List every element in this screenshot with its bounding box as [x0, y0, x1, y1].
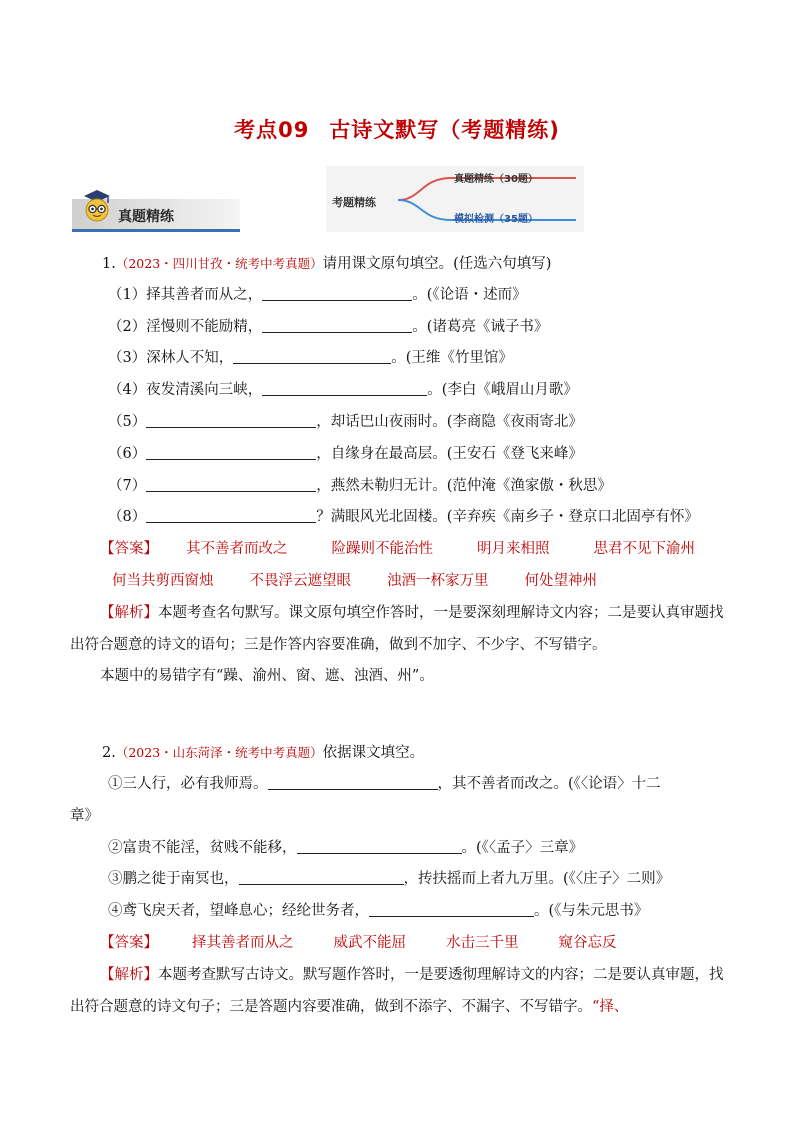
answer-item: 不畏浮云遮望眼	[249, 572, 351, 589]
answer-row	[100, 928, 732, 960]
item-after: ，却话巴山夜雨时。(李商隐《夜雨寄北》	[316, 413, 583, 430]
item-after: 。(《〈孟子〉三章》	[461, 839, 584, 856]
item-label: ④	[108, 903, 123, 920]
fill-item	[102, 343, 732, 375]
item-after: 。(王维《竹里馆》	[391, 350, 513, 367]
answer-blank[interactable]	[146, 506, 316, 523]
answer-blank[interactable]	[146, 411, 316, 428]
answer-item: 明月来相照	[477, 541, 550, 558]
item-after: ，燕然未勒归无计。(范仲淹《渔家傲・秋思》	[316, 477, 612, 494]
item-label: （6）	[108, 445, 147, 462]
answer-item: 威武不能屈	[333, 934, 406, 951]
mindmap-root: 考题精练	[332, 196, 376, 209]
mindmap-branch-moni: 模拟检测（35题）	[454, 214, 538, 225]
fill-item	[102, 502, 732, 534]
answer-blank[interactable]	[369, 900, 534, 917]
item-before: 三人行，必有我师焉。	[122, 775, 268, 792]
answer-blank[interactable]	[262, 284, 412, 301]
fill-item	[102, 833, 732, 865]
fill-item	[102, 896, 732, 928]
mindmap	[326, 166, 584, 232]
item-label: （3）	[108, 350, 147, 367]
answer-blank[interactable]	[268, 773, 438, 790]
answer-item: 窥谷忘反	[558, 934, 617, 951]
item-after: 。(《论语・述而》	[412, 286, 527, 303]
fill-item	[102, 439, 732, 471]
question-prompt: 依据课文填空。	[322, 745, 425, 762]
fill-item	[102, 864, 732, 896]
answer-item: 思君不见下渝州	[593, 541, 695, 558]
content	[70, 248, 732, 1023]
mindmap-branch-zhenti: 真题精练（30题）	[454, 174, 538, 185]
answer-label: 【答案】	[100, 541, 158, 558]
fill-item	[102, 312, 732, 344]
fill-item-wrap	[70, 801, 732, 833]
item-after: ，其不善者而改之。(《〈论语〉十二	[437, 775, 661, 792]
question-1-header	[102, 248, 732, 280]
item-before: 择其善者而从之，	[146, 286, 263, 303]
question-source: （2023・四川甘孜・统考中考真题）	[115, 256, 323, 271]
item-before: 深林人不知，	[146, 350, 234, 367]
question-source: （2023・山东菏泽・统考中考真题）	[115, 745, 323, 761]
answer-item: 择其善者而从之	[192, 934, 294, 951]
answer-row	[100, 534, 732, 566]
answer-item: 险躁则不能治性	[331, 541, 433, 558]
section-banner	[72, 190, 240, 232]
answer-item: 水击三千里	[446, 934, 519, 951]
title-name: 古诗文默写（考题精练)	[329, 118, 560, 142]
answer-item: 浊酒一杯家万里	[387, 572, 489, 589]
item-after: 。(《与朱元思书》	[534, 903, 649, 920]
page-title	[0, 114, 794, 144]
item-before: 淫慢则不能励精，	[146, 318, 263, 335]
item-after: 章》	[70, 807, 99, 824]
item-label: ①	[108, 775, 123, 792]
question-prompt: 请用课文原句填空。(任选六句填写)	[322, 256, 552, 272]
analysis-label: 【解析】	[100, 604, 158, 621]
item-after: ，自缘身在最高层。(王安石《登飞来峰》	[316, 445, 583, 462]
answer-blank[interactable]	[146, 475, 316, 492]
item-label: （2）	[108, 318, 147, 335]
banner-label: 真题精练	[118, 209, 174, 225]
answer-blank[interactable]	[146, 443, 316, 460]
item-after: ，抟扶摇而上者九万里。(《〈庄子〉二则》	[403, 871, 671, 888]
item-label: ②	[108, 839, 123, 856]
fill-item	[102, 280, 732, 312]
item-label: （4）	[108, 382, 147, 399]
fill-item	[102, 407, 732, 439]
answer-item: 何当共剪西窗烛	[112, 572, 214, 589]
answer-blank[interactable]	[233, 347, 391, 364]
question-2-header	[102, 737, 732, 769]
item-after: ？满眼风光北固楼。(辛弃疾《南乡子・登京口北固亭有怀》	[316, 509, 699, 526]
analysis-text: 本题考查名句默写。课文原句填空作答时，一是要深刻理解诗文内容；二是要认真审题找出符合题意的诗文的语句；三是作答内容要准确，做到不加字、不少字、不写错字。	[70, 604, 724, 653]
graduate-mascot-icon	[80, 188, 114, 224]
fill-item	[102, 471, 732, 503]
item-label: （7）	[108, 477, 147, 494]
item-label: （5）	[108, 413, 147, 430]
item-before: 富贵不能淫，贫贱不能移，	[122, 839, 297, 856]
item-before: 鹏之徙于南冥也，	[122, 871, 239, 888]
title-code: 考点09	[234, 118, 310, 142]
note-text: 本题中的易错字有“躁、渝州、窗、遮、浊酒、州”。	[100, 668, 434, 685]
answer-blank[interactable]	[262, 379, 427, 396]
question-number: 1.	[102, 256, 116, 272]
analysis-note	[100, 661, 732, 693]
answer-blank[interactable]	[297, 837, 462, 854]
analysis	[70, 960, 732, 1024]
analysis	[70, 598, 732, 662]
question-number: 2.	[102, 745, 116, 762]
answer-blank[interactable]	[262, 316, 412, 333]
item-label: ③	[108, 871, 123, 888]
analysis-text: 本题考查默写古诗文。默写题作答时，一是要透彻理解诗文的内容；二是要认真审题，找出符合题意的诗文句子；三是答题内容要准确，做到不添字、不漏字、不写错字。	[70, 966, 724, 1015]
answer-item: 其不善者而改之	[186, 541, 288, 558]
item-after: 。(李白《峨眉山月歌》	[427, 382, 578, 399]
item-before: 夜发清溪向三峡，	[146, 382, 263, 399]
item-before: 鸢飞戾天者，望峰息心；经纶世务者，	[122, 903, 369, 920]
answer-item: 何处望神州	[524, 572, 597, 589]
fill-item	[102, 375, 732, 407]
answer-blank[interactable]	[239, 868, 404, 885]
answer-label: 【答案】	[100, 934, 158, 951]
item-after: 。(诸葛亮《诫子书》	[412, 318, 549, 335]
fill-item	[102, 769, 732, 801]
analysis-tail: “择、	[592, 998, 629, 1015]
item-label: （8）	[108, 509, 147, 526]
analysis-label: 【解析】	[100, 966, 158, 983]
answer-row	[70, 566, 732, 598]
item-label: （1）	[108, 286, 147, 303]
